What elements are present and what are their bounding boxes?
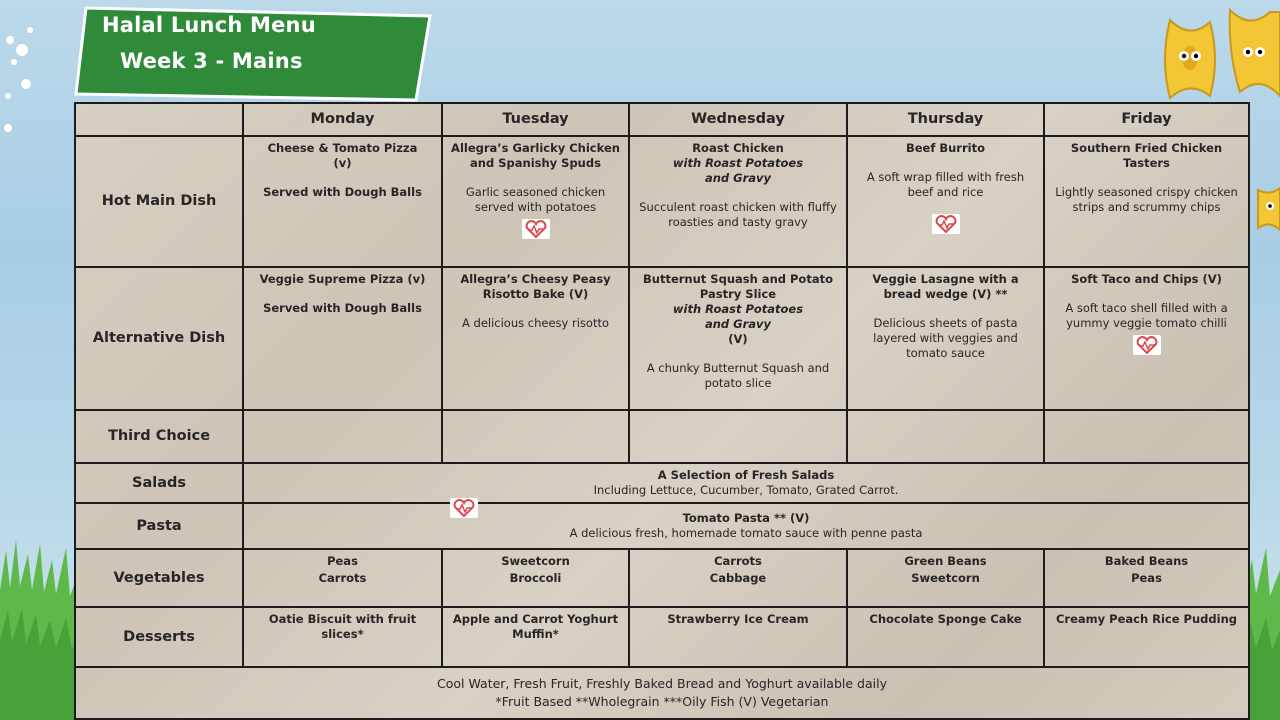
- row-label: Alternative Dish: [75, 267, 243, 410]
- row-label: Hot Main Dish: [75, 136, 243, 267]
- dish-description: Succulent roast chicken with fluffy roasties and tasty gravy: [639, 200, 837, 229]
- dessert-item: Strawberry Ice Cream: [667, 612, 809, 626]
- dessert-cell: [442, 607, 629, 667]
- day-header: Tuesday: [442, 103, 629, 136]
- dish-name: Soft Taco and Chips (V): [1071, 272, 1222, 286]
- dish-description: A chunky Butternut Squash and potato slice: [646, 361, 830, 390]
- salads-cell: [243, 463, 1249, 503]
- day-header: Monday: [243, 103, 442, 136]
- heart-icon: [450, 498, 478, 518]
- menu-cell: [847, 136, 1044, 267]
- menu-cell: [1044, 136, 1249, 267]
- dish-description: A soft taco shell filled with a yummy veggie tomato chilli: [1065, 301, 1228, 330]
- day-header-row: [75, 103, 1249, 136]
- vegetables-cell: [442, 549, 629, 607]
- dish-name: Southern Fried Chicken Tasters: [1070, 141, 1223, 170]
- lunch-menu-table: [74, 102, 1250, 720]
- dish-name: Beef Burrito: [905, 141, 985, 155]
- pasta-title: Tomato Pasta ** (V): [682, 511, 810, 525]
- menu-cell: [847, 267, 1044, 410]
- dish-name: Allegra’s Garlicky Chicken and Spanishy Spuds: [451, 141, 620, 170]
- salads-description: Including Lettuce, Cucumber, Tomato, Grated Carrot.: [593, 483, 899, 497]
- salads-row: [75, 463, 1249, 503]
- row-label: Pasta: [75, 503, 243, 549]
- menu-cell-empty: [629, 410, 847, 463]
- alternative-row: [75, 267, 1249, 410]
- dessert-cell: [1044, 607, 1249, 667]
- dish-accompaniment: with Roast Potatoes: [672, 156, 804, 170]
- menu-subtitle: Week 3 - Mains: [120, 49, 303, 73]
- vegetable-item: Carrots: [318, 571, 367, 585]
- menu-cell: [243, 267, 442, 410]
- menu-cell: [1044, 267, 1249, 410]
- decorative-dots: [0, 0, 80, 140]
- vegetables-cell: [847, 549, 1044, 607]
- menu-cell: [243, 136, 442, 267]
- dish-served-with: Served with Dough Balls: [263, 301, 422, 315]
- footer-legend: *Fruit Based **Wholegrain ***Oily Fish (V) Vegetarian: [495, 694, 829, 709]
- dish-name: Roast Chicken: [692, 141, 784, 155]
- heart-icon: [1133, 335, 1161, 355]
- row-label: Salads: [75, 463, 243, 503]
- dish-tag: (v): [333, 156, 352, 170]
- row-label: Desserts: [75, 607, 243, 667]
- dish-served-with: Served with Dough Balls: [263, 185, 422, 199]
- dish-description: A soft wrap filled with fresh beef and rice: [866, 170, 1025, 199]
- dessert-item: Oatie Biscuit with fruit slices*: [268, 612, 417, 641]
- dish-name: Veggie Lasagne with a bread wedge (V) **: [872, 272, 1019, 301]
- dessert-item: Apple and Carrot Yoghurt Muffin*: [452, 612, 619, 641]
- vegetable-item: Peas: [1131, 571, 1162, 585]
- footer-cell: [75, 667, 1249, 719]
- row-label: Vegetables: [75, 549, 243, 607]
- menu-cell: [442, 136, 629, 267]
- menu-cell: [442, 267, 629, 410]
- dish-description: Delicious sheets of pasta layered with veggies and tomato sauce: [873, 316, 1018, 360]
- day-header: Thursday: [847, 103, 1044, 136]
- vegetable-item: Sweetcorn: [911, 571, 980, 585]
- vegetables-cell: [1044, 549, 1249, 607]
- day-header: Wednesday: [629, 103, 847, 136]
- vegetable-item: Sweetcorn: [501, 554, 570, 568]
- dish-tag: (V): [728, 332, 748, 346]
- menu-cell-empty: [1044, 410, 1249, 463]
- footer-daily-note: Cool Water, Fresh Fruit, Freshly Baked Bread and Yoghurt available daily: [437, 676, 887, 691]
- dessert-cell: [629, 607, 847, 667]
- vegetable-item: Baked Beans: [1104, 554, 1189, 568]
- heart-icon: [932, 214, 960, 234]
- corner-cell: [75, 103, 243, 136]
- menu-title: Halal Lunch Menu: [102, 13, 316, 37]
- salads-title: A Selection of Fresh Salads: [657, 468, 835, 482]
- vegetable-item: Broccoli: [509, 571, 562, 585]
- desserts-row: [75, 607, 1249, 667]
- day-header: Friday: [1044, 103, 1249, 136]
- pasta-row: [75, 503, 1249, 549]
- heart-icon: [522, 219, 550, 239]
- hot-main-row: [75, 136, 1249, 267]
- dish-name: Cheese & Tomato Pizza: [267, 141, 418, 155]
- row-label: Third Choice: [75, 410, 243, 463]
- footer-row: [75, 667, 1249, 719]
- dish-name: Veggie Supreme Pizza (v): [259, 272, 426, 286]
- dessert-item: Creamy Peach Rice Pudding: [1055, 612, 1237, 626]
- dish-name: Allegra’s Cheesy Peasy Risotto Bake (V): [460, 272, 611, 301]
- dessert-cell: [243, 607, 442, 667]
- pasta-description: A delicious fresh, homemade tomato sauce with penne pasta: [569, 526, 923, 540]
- dish-accompaniment: and Gravy: [704, 171, 772, 185]
- menu-cell-empty: [442, 410, 629, 463]
- vegetable-item: Carrots: [714, 554, 762, 568]
- dish-description: Lightly seasoned crispy chicken strips and scrummy chips: [1055, 185, 1238, 214]
- vegetable-item: Green Beans: [904, 554, 987, 568]
- third-choice-row: [75, 410, 1249, 463]
- vegetable-item: Peas: [327, 554, 358, 568]
- dish-description: Garlic seasoned chicken served with potatoes: [465, 185, 606, 214]
- dish-description: A delicious cheesy risotto: [462, 316, 609, 330]
- menu-cell: [629, 267, 847, 410]
- grass-decoration-left: [0, 530, 80, 720]
- dish-name: Butternut Squash and Potato Pastry Slice: [643, 272, 833, 301]
- vegetable-item: Cabbage: [709, 571, 767, 585]
- dessert-item: Chocolate Sponge Cake: [869, 612, 1022, 626]
- vegetables-row: [75, 549, 1249, 607]
- pasta-cell: [243, 503, 1249, 549]
- vegetables-cell: [243, 549, 442, 607]
- menu-cell: [629, 136, 847, 267]
- menu-cell-empty: [847, 410, 1044, 463]
- dish-accompaniment: and Gravy: [704, 317, 772, 331]
- menu-cell-empty: [243, 410, 442, 463]
- dessert-cell: [847, 607, 1044, 667]
- vegetables-cell: [629, 549, 847, 607]
- dish-accompaniment: with Roast Potatoes: [672, 302, 804, 316]
